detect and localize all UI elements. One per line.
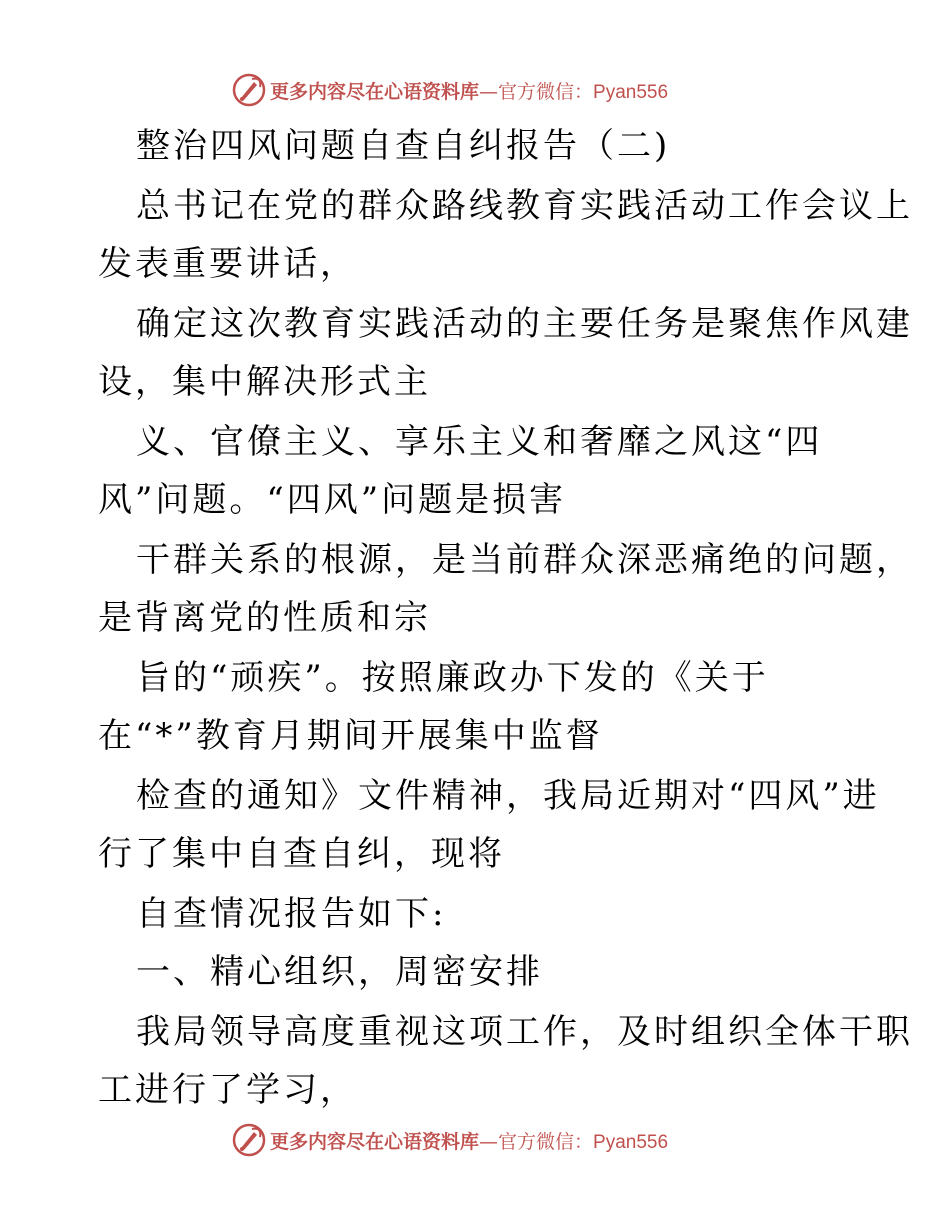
body-line: 设，集中解决形式主 bbox=[98, 362, 431, 402]
body-line: 义、官僚主义、享乐主义和奢靡之风这“四 bbox=[136, 422, 823, 462]
body-line: 旨的“顽疾”。按照廉政办下发的《关于 bbox=[136, 658, 769, 698]
body-line: 干群关系的根源，是当前群众深恶痛绝的问题， bbox=[136, 540, 913, 580]
body-line: 自查情况报告如下: bbox=[136, 894, 447, 934]
feather-pen-logo-icon bbox=[232, 1123, 266, 1157]
watermark-main: 更多内容尽在心语资料库 bbox=[270, 1130, 480, 1153]
body-line: 我局领导高度重视这项工作，及时组织全体干职 bbox=[136, 1012, 913, 1052]
watermark-separator: —官方微信： bbox=[479, 1130, 594, 1153]
watermark-account: Pyan556 bbox=[593, 81, 669, 103]
body-line: 在“*”教育月期间开展集中监督 bbox=[98, 716, 603, 756]
watermark-main: 更多内容尽在心语资料库 bbox=[270, 80, 480, 103]
body-line: 工进行了学习， bbox=[98, 1070, 357, 1110]
watermark-text bbox=[270, 77, 668, 104]
watermark-separator: —官方微信： bbox=[479, 80, 594, 103]
header-watermark bbox=[232, 72, 668, 108]
feather-pen-logo-icon bbox=[232, 73, 266, 107]
body-line: 风”问题。“四风”问题是损害 bbox=[98, 480, 567, 520]
body-line: 确定这次教育实践活动的主要任务是聚焦作风建 bbox=[136, 304, 913, 344]
body-line: 是背离党的性质和宗 bbox=[98, 598, 431, 638]
watermark-text bbox=[270, 1127, 668, 1154]
footer-watermark bbox=[232, 1122, 668, 1158]
section-heading: 一、精心组织，周密安排 bbox=[136, 952, 543, 992]
body-line: 总书记在党的群众路线教育实践活动工作会议上 bbox=[136, 186, 913, 226]
watermark-account: Pyan556 bbox=[593, 1131, 669, 1153]
document-title: 整治四风问题自查自纠报告（二) bbox=[136, 126, 671, 166]
body-line: 行了集中自查自纠，现将 bbox=[98, 834, 505, 874]
body-line: 检查的通知》文件精神，我局近期对“四风”进 bbox=[136, 776, 880, 816]
body-line: 发表重要讲话， bbox=[98, 244, 357, 284]
